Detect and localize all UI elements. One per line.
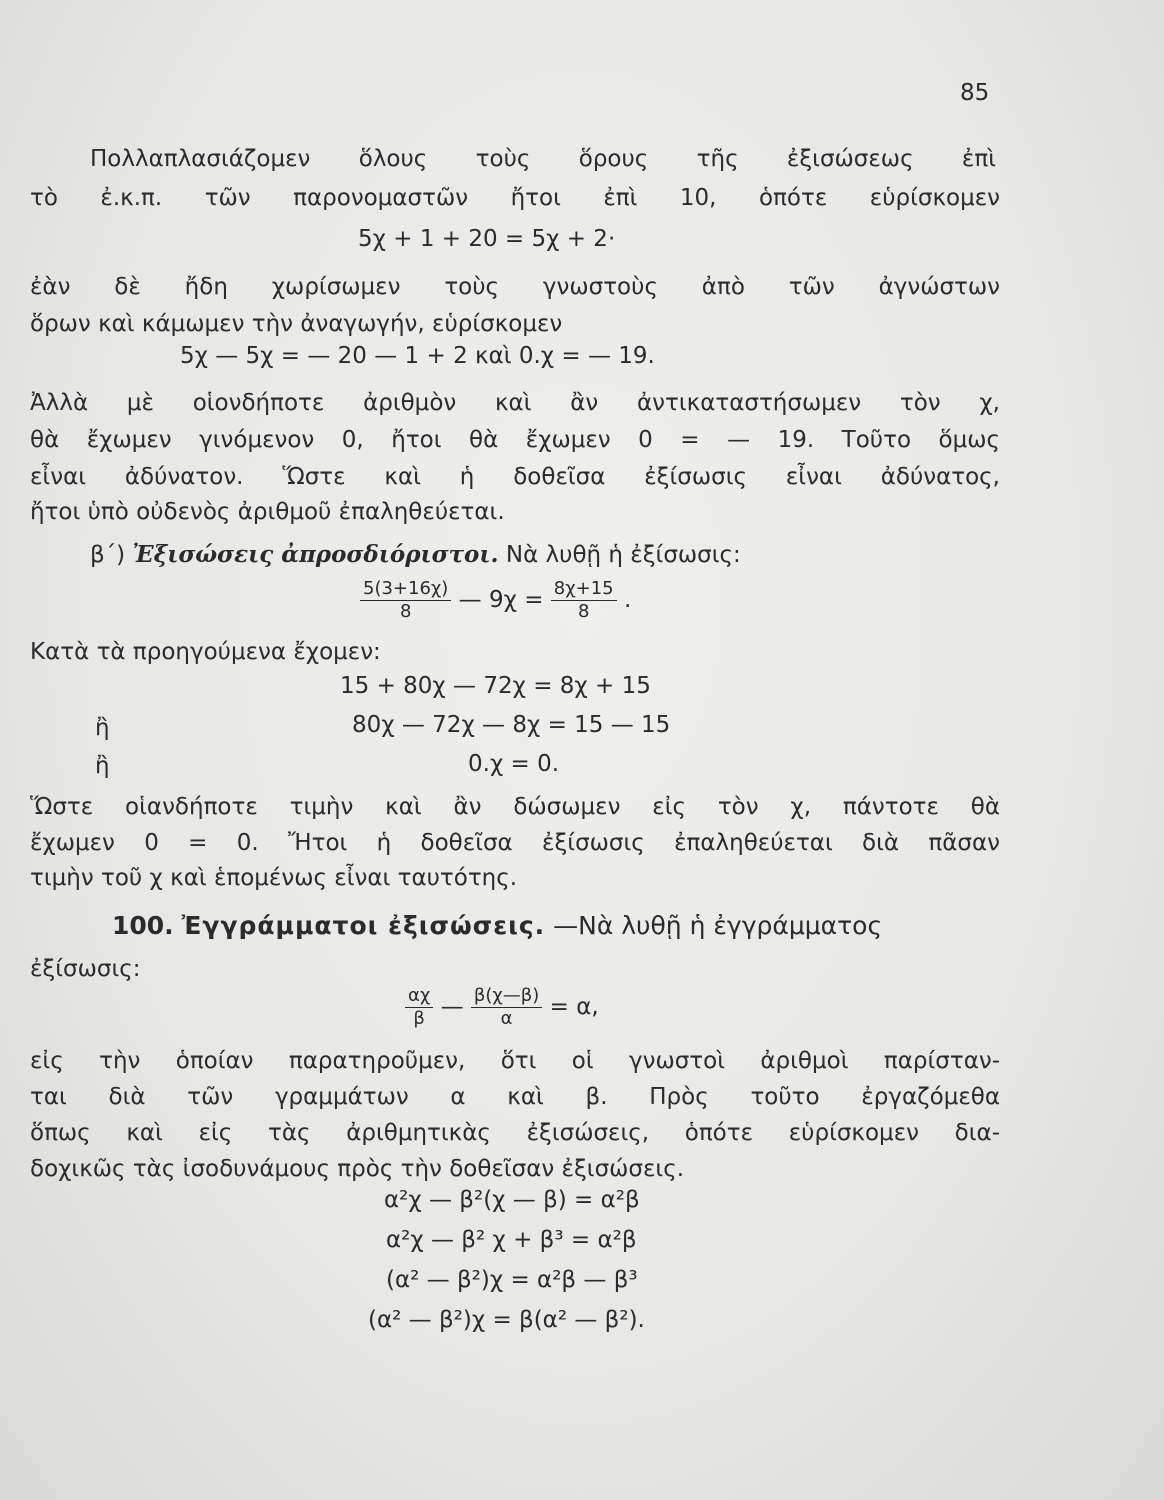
text-line: τιμὴν τοῦ χ καὶ ἑπομένως εἶναι ταυτότης.	[30, 865, 518, 891]
text-line: Ὥστε οἱανδήποτε τιμὴν καὶ ἂν δώσωμεν εἰς τὸν χ, πάντοτε θὰ	[30, 794, 1000, 820]
section-heading	[112, 906, 1000, 945]
fraction	[551, 578, 617, 623]
fraction	[405, 985, 433, 1030]
text-line: ὅρων καὶ κάμωμεν τὴν ἀναγωγήν, εὑρίσκομεν	[30, 311, 563, 337]
equation-part: — 9χ =	[458, 587, 544, 613]
or-label: ἢ	[95, 753, 110, 779]
numerator: 8χ+15	[551, 578, 617, 601]
numerator: β(χ—β)	[471, 985, 542, 1008]
equation: 0.χ = 0.	[468, 751, 560, 777]
equation: 80χ — 72χ — 8χ = 15 — 15	[352, 712, 671, 738]
subsection-text: Νὰ λυθῇ ἡ ἐξίσωσις:	[505, 542, 741, 568]
text-line: ἤτοι ὑπὸ οὐδενὸς ἀριθμοῦ ἐπαληθεύεται.	[30, 499, 505, 525]
subsection-label: β΄)	[90, 542, 126, 568]
numerator: 5(3+16χ)	[360, 578, 451, 601]
text-line: ὅπως καὶ εἰς τὰς ἀριθμητικὰς ἐξισώσεις, ὁπότε εὑρίσκομεν δια-	[30, 1120, 1000, 1146]
section-number: 100.	[112, 911, 174, 940]
equation-part: .	[623, 587, 632, 613]
denominator: α	[500, 1008, 513, 1029]
text-line: Ἀλλὰ μὲ οἱονδήποτε ἀριθμὸν καὶ ἂν ἀντικαταστήσωμεν τὸν χ,	[30, 390, 1000, 416]
fraction	[471, 985, 542, 1030]
text-line: ἐξίσωσις:	[30, 956, 141, 982]
equation: (α² — β²)χ = α²β — β³	[386, 1267, 638, 1293]
text-line: τὸ ἐ.κ.π. τῶν παρονομαστῶν ἤτοι ἐπὶ 10, ὁπότε εὑρίσκομεν	[30, 185, 1000, 211]
equation-part: = α,	[549, 994, 599, 1020]
fraction	[360, 578, 451, 623]
denominator: 8	[399, 601, 412, 622]
equation: α²χ — β²(χ — β) = α²β	[384, 1187, 640, 1213]
page-number: 85	[960, 80, 990, 106]
denominator: 8	[577, 601, 590, 622]
text-line: δοχικῶς τὰς ἰσοδυνάμους πρὸς τὴν δοθεῖσαν ἐξισώσεις.	[30, 1156, 685, 1182]
subsection-heading	[90, 535, 1060, 575]
fraction-equation	[405, 985, 599, 1030]
text-line: θὰ ἔχωμεν γινόμενον 0, ἤτοι θὰ ἔχωμεν 0 = — 19. Τοῦτο ὅμως	[30, 427, 1000, 453]
equation: 5χ — 5χ = — 20 — 1 + 2 καὶ 0.χ = — 19.	[180, 343, 655, 369]
fraction-equation	[360, 578, 631, 623]
text-line: ἐὰν δὲ ἤδη χωρίσωμεν τοὺς γνωστοὺς ἀπὸ τῶν ἀγνώστων	[30, 274, 1000, 300]
text-line: Κατὰ τὰ προηγούμενα ἔχομεν:	[30, 639, 381, 665]
section-text: —Νὰ λυθῇ ἡ ἐγγράμματος	[553, 911, 883, 940]
numerator: αχ	[405, 985, 433, 1008]
equation: α²χ — β² χ + β³ = α²β	[386, 1227, 637, 1253]
section-title: Ἐγγράμματοι ἐξισώσεις.	[181, 911, 546, 940]
text-line: ται διὰ τῶν γραμμάτων α καὶ β. Πρὸς τοῦτο ἐργαζόμεθα	[30, 1084, 1000, 1110]
text-line: εἰς τὴν ὁποίαν παρατηροῦμεν, ὅτι οἱ γνωστοὶ ἀριθμοὶ παρίσταν-	[30, 1048, 1000, 1074]
equation: 15 + 80χ — 72χ = 8χ + 15	[340, 673, 651, 699]
or-label: ἢ	[95, 715, 110, 741]
text-line: ἔχωμεν 0 = 0. Ἤτοι ἡ δοθεῖσα ἐξίσωσις ἐπαληθεύεται διὰ πᾶσαν	[30, 830, 1000, 856]
equation: (α² — β²)χ = β(α² — β²).	[368, 1307, 645, 1333]
equation: 5χ + 1 + 20 = 5χ + 2·	[358, 226, 616, 252]
text-line: εἶναι ἀδύνατον. Ὥστε καὶ ἡ δοθεῖσα ἐξίσωσις εἶναι ἀδύνατος,	[30, 464, 1000, 490]
denominator: β	[413, 1008, 425, 1029]
equation-part: —	[440, 994, 464, 1020]
text-line: Πολλαπλασιάζομεν ὅλους τοὺς ὅρους τῆς ἐξισώσεως ἐπὶ	[90, 146, 996, 172]
subsection-title: Ἐξισώσεις ἀπροσδιόριστοι.	[132, 541, 499, 568]
